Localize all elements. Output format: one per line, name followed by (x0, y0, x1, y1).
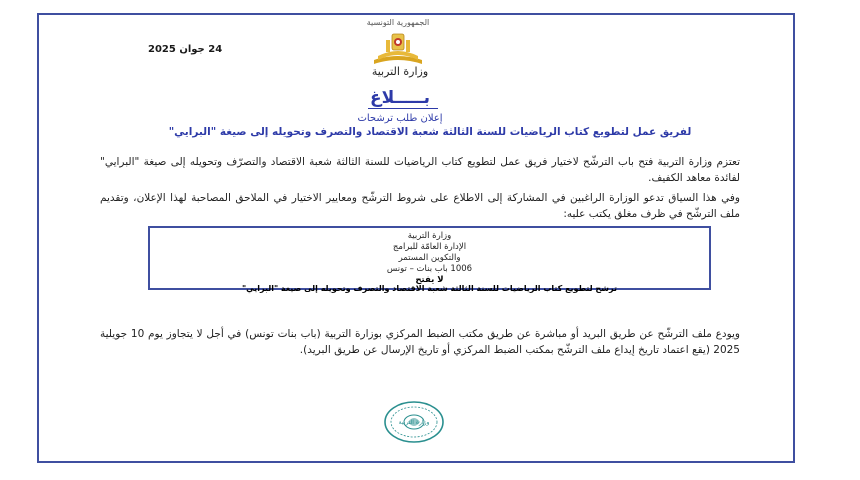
official-seal (383, 400, 445, 444)
announcement-subtitle: إعلان طلب ترشحات (357, 113, 443, 124)
paragraph-instructions: وفي هذا السياق تدعو الوزارة الراغبين في المشاركة إلى الاطلاع على شروط الترشّح ومعايير الاختيار في الملاحق المصاحبة لهذا الإعلان، وتقديم ملف الترشّح في ظرف مغلق يكتب عليه: (100, 192, 740, 220)
announcement-title: بـــــلاغ (370, 88, 430, 108)
paragraph-submission: ويودع ملف الترشّح عن طريق البريد أو مباشرة عن طريق مكتب الضبط المركزي بوزارة التربية (باب بنات تونس) في أجل لا يتجاوز يوم 10 جويلية 2025 (يقع اعتماد تاريخ إيداع ملف الترشّح بمكتب الضبط المركزي أو تاريخ الإرسال عن طريق البريد). (100, 328, 740, 356)
paragraph-intro: تعتزم وزارة التربية فتح باب الترشّح لاختيار فريق عمل لتطويع كتاب الرياضيات للسنة الثالثة شعبة الاقتصاد والتصرّف وتحويله إلى صيغة "البرايي" لفائدة معاهد الكفيف. (100, 156, 740, 184)
envelope-address-box (148, 226, 711, 293)
document-date: 24 جوان 2025 (148, 44, 223, 55)
announcement-headline: لفريق عمل لتطويع كتاب الرياضيات للسنة الثالثة شعبة الاقتصاد والتصرف وتحويله إلى صيغة "البرايي" (168, 126, 692, 138)
address-directorate: الإدارة العامّة للبرامج (392, 242, 467, 252)
title-underline (368, 108, 438, 109)
address-subject: ترشح لتطويع كتاب الرياضيات للسنة الثالثة شعبة الاقتصاد والتصرف وتحويله إلى صيغة "البرايي" (241, 284, 618, 293)
seal-text: وزارة التربية (398, 418, 430, 426)
address-ministry: وزارة التربية (407, 231, 452, 241)
address-training: والتكوين المستمر (398, 253, 461, 263)
address-postal: 1006 باب بنات – تونس (386, 264, 473, 274)
ministry-logo-icon (368, 30, 428, 66)
ministry-name: وزارة التربية (371, 65, 429, 78)
republic-header: الجمهورية التونسية (366, 18, 430, 27)
address-do-not-open: لا يفتح (415, 275, 444, 285)
